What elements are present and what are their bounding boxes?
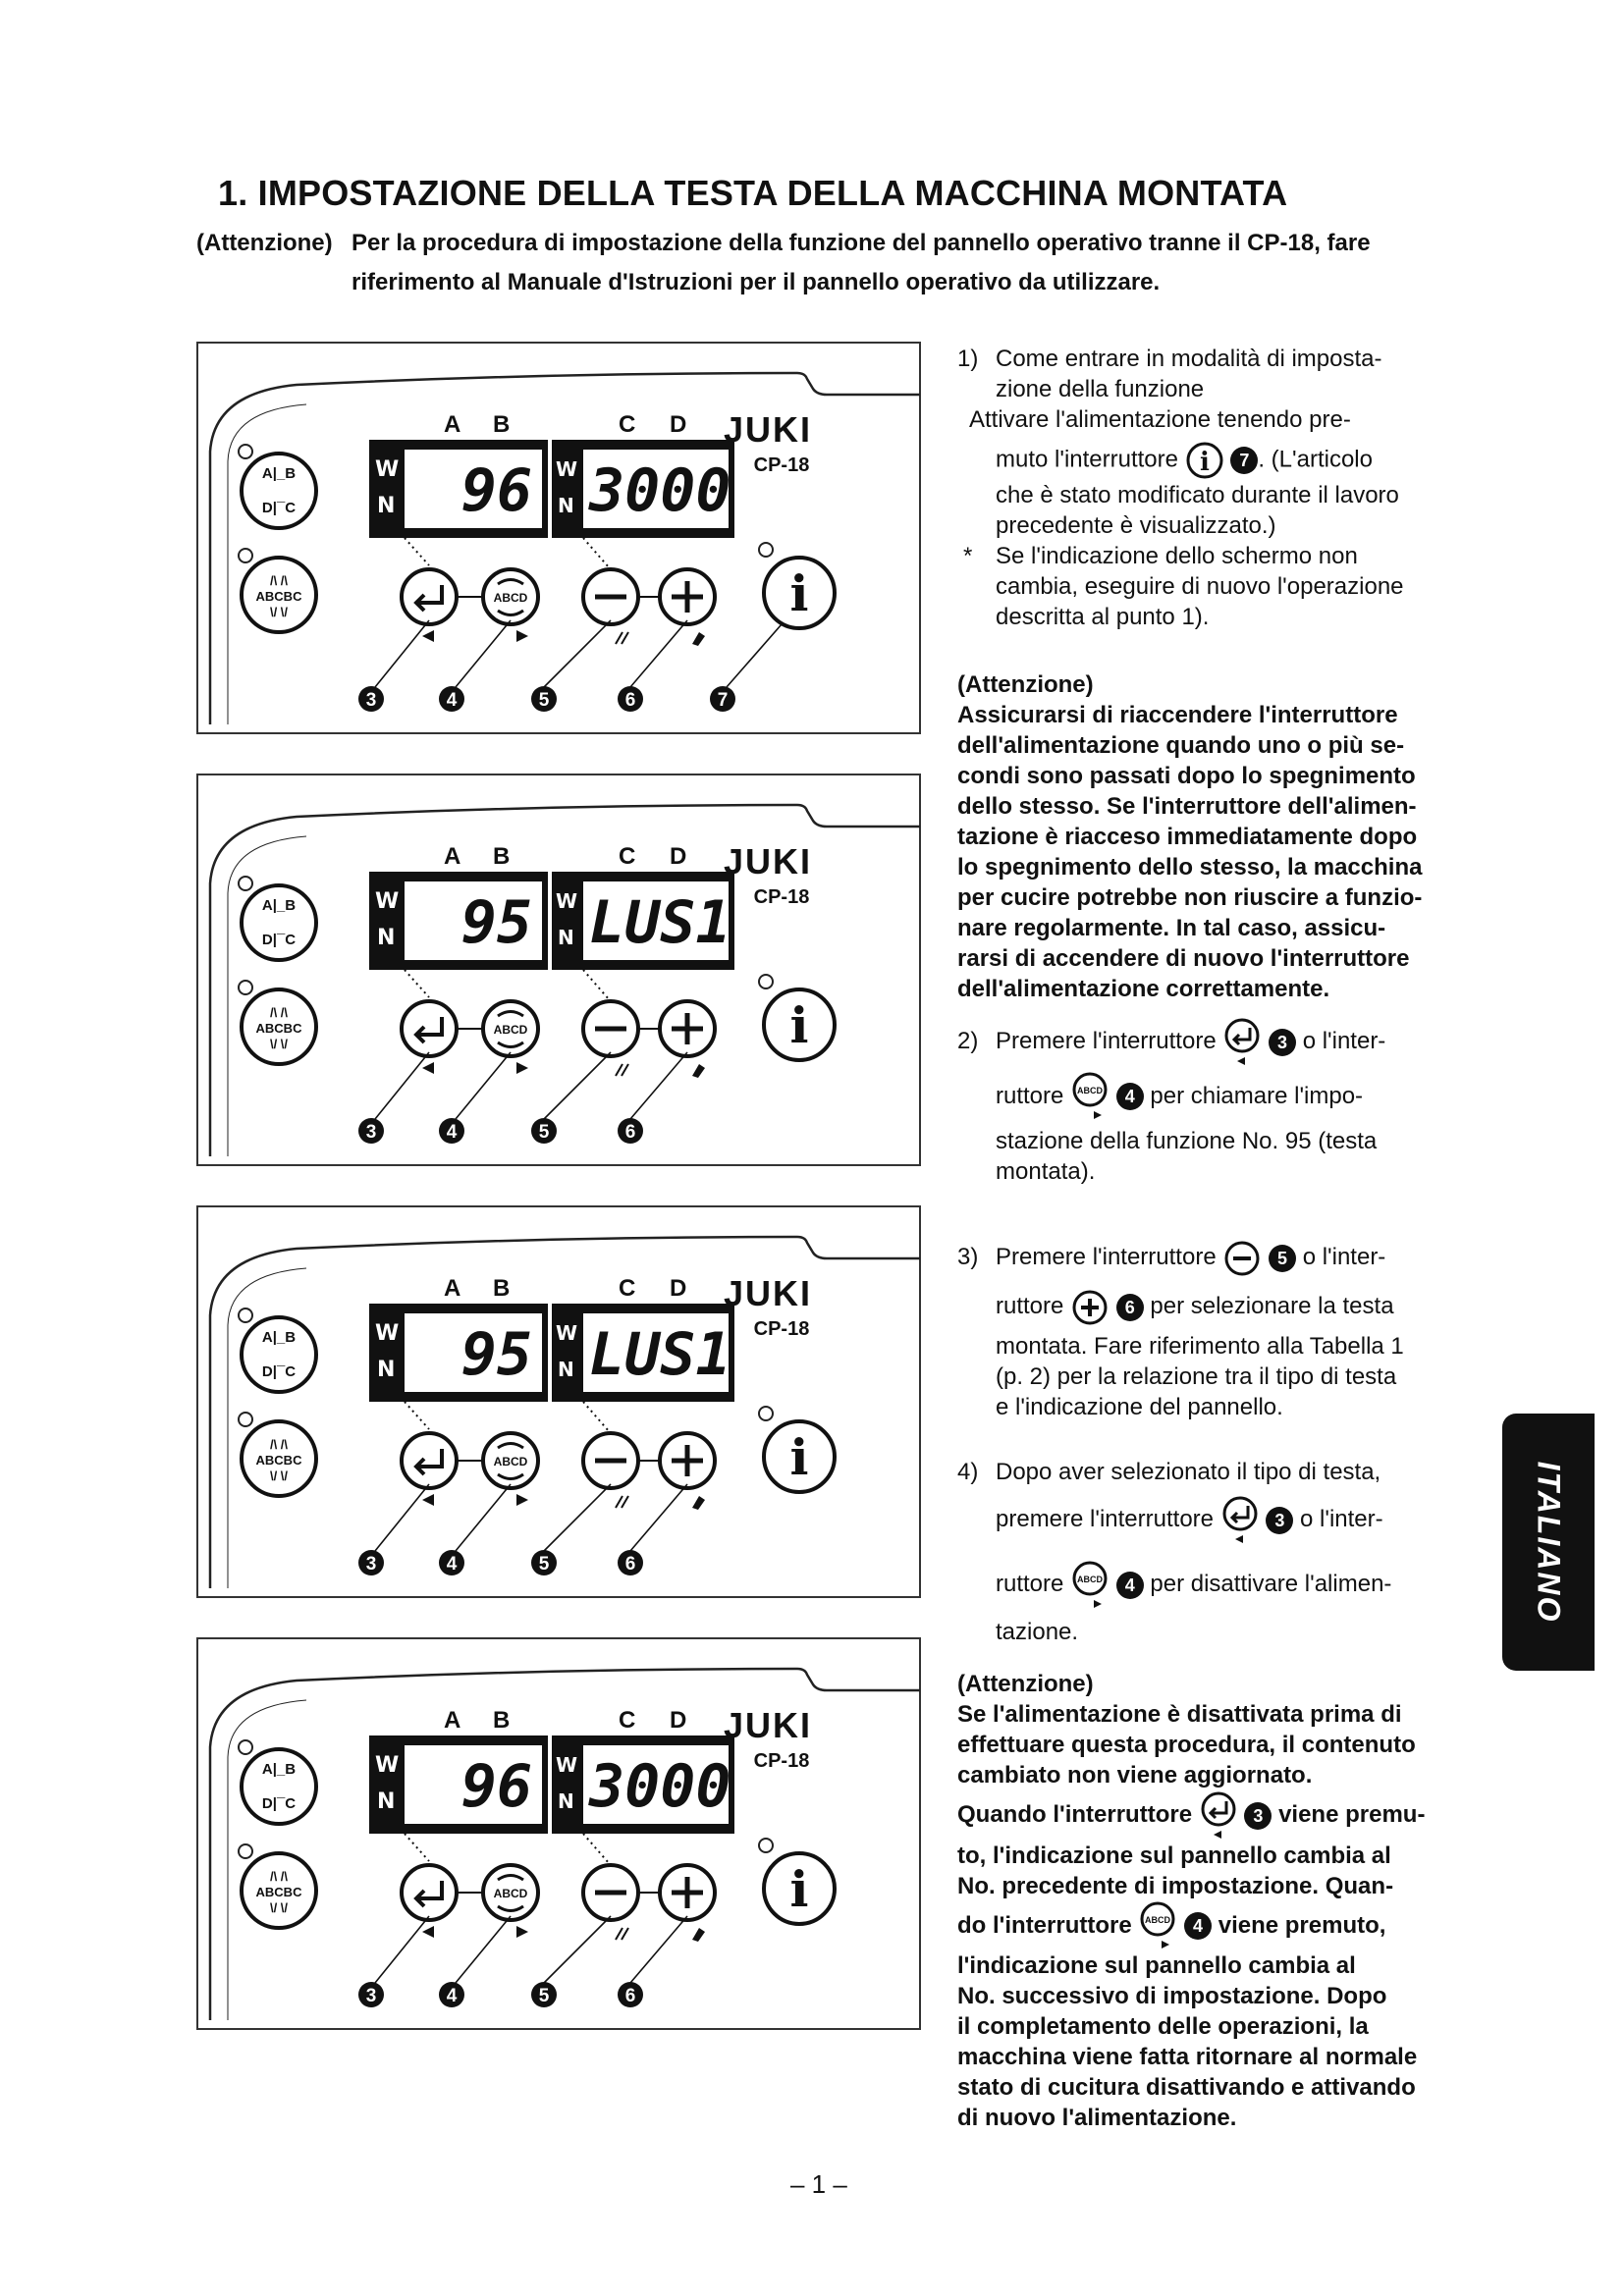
panel-diagram-2: [196, 774, 921, 1166]
callout-5: [531, 1118, 557, 1144]
svg-text:\/ \/: \/ \/: [269, 1900, 289, 1915]
svg-text:A|_B: A|_B: [261, 1329, 297, 1346]
info-button[interactable]: [764, 1853, 835, 1924]
plus-button[interactable]: [660, 1865, 715, 1942]
label-d: D: [670, 411, 687, 438]
model-label: CP-18: [753, 886, 810, 908]
svg-text:A|_B: A|_B: [261, 465, 297, 482]
mode-button[interactable]: [242, 989, 316, 1064]
display-right-value: LUS1: [589, 888, 731, 957]
panel-diagram-1: [196, 342, 921, 734]
enter-button[interactable]: [402, 1001, 457, 1074]
svg-text:\/ \/: \/ \/: [269, 1037, 289, 1051]
plus-button[interactable]: [660, 569, 715, 646]
svg-text:3: 3: [365, 690, 377, 711]
svg-text:W: W: [375, 889, 400, 914]
svg-text:D|¯C: D|¯C: [261, 1363, 297, 1380]
language-tab-label: ITALIANO: [1531, 1461, 1567, 1624]
svg-text:ABCD: ABCD: [1077, 1086, 1104, 1096]
juki-logo: JUKI: [723, 1705, 813, 1745]
svg-text:ABCBC: ABCBC: [255, 1453, 302, 1468]
svg-text:W: W: [556, 1321, 578, 1345]
marker-5: 5: [1269, 1245, 1296, 1272]
svg-text:N: N: [558, 1789, 574, 1813]
label-d: D: [670, 1275, 687, 1302]
display-right-value: LUS1: [589, 1320, 731, 1389]
enter-button[interactable]: [402, 569, 457, 642]
callout-6: [618, 1118, 643, 1144]
display-left-value: 96: [460, 1752, 532, 1821]
svg-text:W: W: [556, 457, 578, 481]
label-a: A: [444, 843, 461, 870]
pattern-select-button[interactable]: [242, 1317, 316, 1392]
display-left: [369, 440, 548, 538]
svg-text:i: i: [789, 564, 809, 622]
attention-2: (Attenzione) Se l'alimentazione è disattivata prima di effettuare questa procedura, il contenuto cambiato non viene aggiornato. Quando l'interruttore 3 viene premu- to, l'indicazione sul pannello cambia al No. precedente di impostazione. Quan- do l'interruttore ABCD 4 viene premuto, l'indicazione sul pannello cambia al No. successivo di impostazione. Dopo il completamento delle operazioni, la macchina viene fatta ritornare al normale stato di cucitura disattivando e attivando di nuovo l'alimentazione.: [957, 1671, 1426, 2132]
plus-button[interactable]: [660, 1001, 715, 1078]
svg-text:/\ /\: /\ /\: [269, 1437, 289, 1452]
label-c: C: [619, 1275, 636, 1302]
svg-text:ABCD: ABCD: [1077, 1574, 1104, 1584]
marker-3: 3: [1266, 1507, 1293, 1534]
display-right-value: 3000: [589, 1752, 731, 1821]
svg-text:4: 4: [446, 1554, 458, 1575]
step-1: 1) Come entrare in modalità di imposta- zione della funzione Attivare l'alimentazione tenendo pre- muto l'interruttore i 7 . (L'articolo che è stato modificato durante il lavoro precedente è visualizzato.) * Se l'indicazione dello schermo non cambia, eseguire di nuovo l'operazione descritta al punto 1).: [957, 346, 1404, 630]
model-label: CP-18: [753, 1750, 810, 1772]
panel-drawing: [198, 775, 923, 1168]
marker-3: 3: [1244, 1802, 1272, 1830]
abcd-button[interactable]: [483, 569, 538, 642]
callout-3: [358, 1982, 384, 2007]
plus-button[interactable]: [660, 1433, 715, 1510]
pattern-select-button[interactable]: [242, 885, 316, 960]
callout-3: [358, 686, 384, 712]
svg-text:4: 4: [446, 1122, 458, 1143]
mode-button[interactable]: [242, 1421, 316, 1496]
label-d: D: [670, 843, 687, 870]
panel-drawing: [198, 1639, 923, 2032]
panel-drawing: [198, 344, 923, 736]
panel-drawing: [198, 1207, 923, 1600]
enter-switch-icon: [1199, 1791, 1238, 1841]
label-a: A: [444, 1707, 461, 1734]
mode-button[interactable]: [242, 1853, 316, 1928]
svg-text:N: N: [377, 494, 396, 518]
callout-6: [618, 686, 643, 712]
svg-text:5: 5: [538, 1554, 550, 1575]
svg-text:/\ /\: /\ /\: [269, 1869, 289, 1884]
svg-text:N: N: [558, 494, 574, 517]
note-label: (Attenzione): [196, 230, 333, 256]
step-2: 2) Premere l'interruttore 3 o l'inter- ruttore ABCD 4 per chiamare l'impo- stazione della funzione No. 95 (testa montata).: [957, 1017, 1385, 1187]
svg-text:\/ \/: \/ \/: [269, 605, 289, 619]
marker-3: 3: [1269, 1029, 1296, 1056]
svg-text:5: 5: [538, 1986, 550, 2006]
display-left-value: 95: [460, 1320, 532, 1389]
label-c: C: [619, 843, 636, 870]
minus-button[interactable]: [583, 1001, 638, 1076]
step-3: 3) Premere l'interruttore 5 o l'inter- ruttore 6 per selezionare la testa montata. Fare riferimento alla Tabella 1 (p. 2) per la relazione tra il tipo di testa e l'indicazione del pannello.: [957, 1233, 1404, 1422]
attention-1: (Attenzione) Assicurarsi di riaccendere l'interruttore dell'alimentazione quando uno o più se- condi sono passati dopo lo spegnimento dello stesso. Se l'interruttore dell'alimen- tazione è riacceso immediatamente dopo lo spegnimento dello stesso, la macchina per cucire potrebbe non riuscire a funzio- nare regolarmente. In tal caso, assicu- rarsi di accendere di nuovo l'interruttore dell'alimentazione correttamente.: [957, 671, 1423, 1002]
note-line-2: riferimento al Manuale d'Istruzioni per il pannello operativo da utilizzare.: [352, 269, 1161, 295]
svg-text:ABCBC: ABCBC: [255, 589, 302, 604]
callout-5: [531, 686, 557, 712]
panel-diagram-3: [196, 1205, 921, 1598]
callout-6: [618, 1550, 643, 1575]
label-b: B: [493, 411, 511, 438]
svg-text:6: 6: [624, 1986, 636, 2006]
label-c: C: [619, 411, 636, 438]
callout-4: [439, 686, 464, 712]
svg-text:ABCBC: ABCBC: [255, 1021, 302, 1036]
step-4: 4) Dopo aver selezionato il tipo di testa, premere l'interruttore 3 o l'inter- ruttore ABCD 4 per disattivare l'alimen- tazione.: [957, 1459, 1392, 1645]
page-number: – 1 –: [790, 2169, 847, 2199]
minus-button[interactable]: [583, 1433, 638, 1508]
svg-text:N: N: [558, 926, 574, 949]
callout-4: [439, 1118, 464, 1144]
display-right: [552, 872, 734, 970]
display-left: [369, 1304, 548, 1402]
svg-text:W: W: [375, 457, 400, 482]
svg-text:ABCD: ABCD: [493, 1455, 528, 1468]
svg-text:/\ /\: /\ /\: [269, 1005, 289, 1020]
enter-button[interactable]: [402, 1865, 457, 1938]
svg-text:/\ /\: /\ /\: [269, 573, 289, 588]
callout-3: [358, 1550, 384, 1575]
svg-text:D|¯C: D|¯C: [261, 500, 297, 516]
marker-4: 4: [1116, 1083, 1144, 1110]
svg-text:D|¯C: D|¯C: [261, 1795, 297, 1812]
label-d: D: [670, 1707, 687, 1734]
abcd-button[interactable]: [483, 1001, 538, 1074]
abcd-switch-icon: [1070, 1072, 1110, 1121]
abcd-button[interactable]: [483, 1865, 538, 1938]
label-a: A: [444, 1275, 461, 1302]
svg-text:i: i: [789, 1860, 809, 1918]
svg-text:ABCBC: ABCBC: [255, 1885, 302, 1899]
display-right: [552, 1304, 734, 1402]
model-label: CP-18: [753, 1318, 810, 1340]
svg-text:3: 3: [365, 1122, 377, 1143]
mode-button[interactable]: [242, 558, 316, 632]
label-b: B: [493, 1275, 511, 1302]
svg-text:5: 5: [538, 690, 550, 711]
callout-4: [439, 1550, 464, 1575]
display-right-value: 3000: [589, 456, 731, 525]
info-button[interactable]: [764, 989, 835, 1060]
svg-text:ABCD: ABCD: [493, 1887, 528, 1900]
svg-text:4: 4: [446, 690, 458, 711]
display-right: [552, 440, 734, 538]
svg-text:5: 5: [538, 1122, 550, 1143]
enter-switch-icon: [1222, 1018, 1262, 1067]
note-line-1: Per la procedura di impostazione della funzione del pannello operativo tranne il CP-18, fare: [352, 230, 1371, 256]
svg-text:6: 6: [624, 1554, 636, 1575]
info-switch-icon: [1185, 441, 1224, 480]
svg-text:6: 6: [624, 1122, 636, 1143]
svg-text:ABCD: ABCD: [493, 1023, 528, 1037]
svg-text:N: N: [377, 1789, 396, 1814]
pattern-select-button[interactable]: [242, 454, 316, 528]
display-left-value: 95: [460, 888, 532, 957]
marker-4: 4: [1184, 1912, 1212, 1940]
callout-6: [618, 1982, 643, 2007]
marker-4: 4: [1116, 1572, 1144, 1599]
abcd-switch-icon: [1070, 1561, 1110, 1610]
svg-text:A|_B: A|_B: [261, 897, 297, 914]
callout-4: [439, 1982, 464, 2007]
enter-switch-icon: [1220, 1496, 1260, 1545]
svg-text:W: W: [556, 1753, 578, 1777]
panel-diagram-4: [196, 1637, 921, 2030]
marker-7: 7: [1230, 447, 1258, 474]
abcd-switch-icon: [1138, 1901, 1177, 1950]
svg-text:i: i: [789, 1428, 809, 1486]
display-left: [369, 1735, 548, 1834]
enter-button[interactable]: [402, 1433, 457, 1506]
info-button[interactable]: [764, 1421, 835, 1492]
svg-text:N: N: [377, 1358, 396, 1382]
minus-button[interactable]: [583, 569, 638, 644]
juki-logo: JUKI: [723, 1273, 813, 1313]
svg-text:A|_B: A|_B: [261, 1761, 297, 1778]
svg-text:i: i: [789, 996, 809, 1054]
svg-text:4: 4: [446, 1986, 458, 2006]
label-c: C: [619, 1707, 636, 1734]
svg-text:3: 3: [365, 1554, 377, 1575]
plus-switch-icon: [1070, 1288, 1110, 1327]
label-a: A: [444, 411, 461, 438]
info-button[interactable]: [764, 558, 835, 628]
svg-text:D|¯C: D|¯C: [261, 932, 297, 948]
svg-text:N: N: [377, 926, 396, 950]
label-b: B: [493, 843, 511, 870]
display-right: [552, 1735, 734, 1834]
svg-text:\/ \/: \/ \/: [269, 1468, 289, 1483]
svg-text:W: W: [375, 1753, 400, 1778]
svg-text:N: N: [558, 1358, 574, 1381]
display-left-value: 96: [460, 456, 532, 525]
juki-logo: JUKI: [723, 409, 813, 450]
callout-3: [358, 1118, 384, 1144]
svg-text:W: W: [556, 889, 578, 913]
marker-6: 6: [1116, 1294, 1144, 1321]
svg-text:ABCD: ABCD: [1145, 1915, 1171, 1926]
callout-5: [531, 1550, 557, 1575]
minus-switch-icon: [1222, 1239, 1262, 1278]
svg-text:i: i: [1199, 448, 1210, 477]
minus-button[interactable]: [583, 1865, 638, 1940]
model-label: CP-18: [753, 454, 810, 476]
pattern-select-button[interactable]: [242, 1749, 316, 1824]
display-left: [369, 872, 548, 970]
svg-text:ABCD: ABCD: [493, 591, 528, 605]
abcd-button[interactable]: [483, 1433, 538, 1506]
page-title: 1. IMPOSTAZIONE DELLA TESTA DELLA MACCHINA MONTATA: [218, 173, 1288, 213]
juki-logo: JUKI: [723, 841, 813, 881]
label-b: B: [493, 1707, 511, 1734]
svg-text:W: W: [375, 1321, 400, 1346]
svg-text:3: 3: [365, 1986, 377, 2006]
language-tab: [1502, 1414, 1595, 1671]
callout-5: [531, 1982, 557, 2007]
svg-text:6: 6: [624, 690, 636, 711]
svg-text:7: 7: [717, 690, 729, 711]
callout-7: [710, 624, 782, 712]
